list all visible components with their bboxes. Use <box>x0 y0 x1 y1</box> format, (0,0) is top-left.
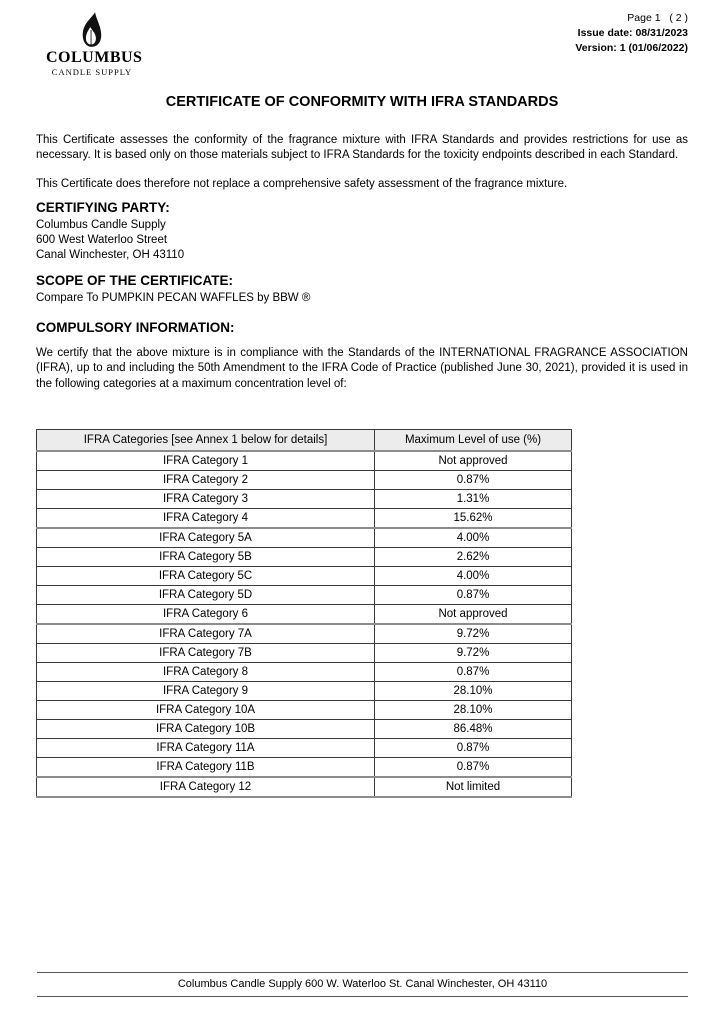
document-meta <box>575 11 688 56</box>
table-row <box>37 585 572 604</box>
category-cell: IFRA Category 11A <box>37 738 375 757</box>
max-level-cell: Not approved <box>375 451 572 471</box>
category-cell: IFRA Category 4 <box>37 508 375 528</box>
max-level-cell: Not limited <box>375 777 572 797</box>
header <box>0 0 724 90</box>
max-level-cell: 2.62% <box>375 547 572 566</box>
max-level-cell: Not approved <box>375 604 572 624</box>
table-row <box>37 508 572 528</box>
max-level-cell: 9.72% <box>375 624 572 644</box>
category-cell: IFRA Category 2 <box>37 470 375 489</box>
logo-subtitle: CANDLE SUPPLY <box>51 67 133 77</box>
footer <box>37 972 688 997</box>
table-row <box>37 470 572 489</box>
certifying-party-city: Canal Winchester, OH 43110 <box>36 248 185 261</box>
category-cell: IFRA Category 5C <box>37 566 375 585</box>
category-cell: IFRA Category 12 <box>37 777 375 797</box>
version-info: Version: 1 (01/06/2022) <box>575 42 688 54</box>
category-cell: IFRA Category 1 <box>37 451 375 471</box>
content <box>36 133 688 798</box>
category-cell: IFRA Category 7A <box>37 624 375 644</box>
max-level-cell: 86.48% <box>375 719 572 738</box>
category-cell: IFRA Category 6 <box>37 604 375 624</box>
max-level-cell: 4.00% <box>375 566 572 585</box>
max-level-cell: 4.00% <box>375 528 572 548</box>
max-level-cell: 0.87% <box>375 738 572 757</box>
table-row <box>37 547 572 566</box>
category-cell: IFRA Category 11B <box>37 757 375 777</box>
max-level-cell: 28.10% <box>375 700 572 719</box>
max-level-cell: 9.72% <box>375 643 572 662</box>
column-header-max-level: Maximum Level of use (%) <box>375 429 572 451</box>
ifra-table <box>36 429 572 798</box>
table-row <box>37 451 572 471</box>
logo <box>46 12 143 77</box>
table-row <box>37 719 572 738</box>
category-cell: IFRA Category 10B <box>37 719 375 738</box>
table-header-row <box>37 429 572 451</box>
category-cell: IFRA Category 10A <box>37 700 375 719</box>
page-number: Page 1 ( 2 ) <box>627 12 688 24</box>
max-level-cell: 28.10% <box>375 681 572 700</box>
table-row <box>37 738 572 757</box>
ifra-table-body <box>37 451 572 797</box>
intro-paragraph-2: This Certificate does therefore not replace a comprehensive safety assessment of the fragrance mixture. <box>36 177 568 190</box>
table-row <box>37 528 572 548</box>
table-row <box>37 662 572 681</box>
document-title: CERTIFICATE OF CONFORMITY WITH IFRA STANDARDS <box>165 94 559 110</box>
category-cell: IFRA Category 9 <box>37 681 375 700</box>
certifying-party-street: 600 West Waterloo Street <box>36 233 168 246</box>
max-level-cell: 0.87% <box>375 470 572 489</box>
table-row <box>37 566 572 585</box>
table-row <box>37 643 572 662</box>
table-row <box>37 489 572 508</box>
category-cell: IFRA Category 5A <box>37 528 375 548</box>
table-row <box>37 757 572 777</box>
max-level-cell: 1.31% <box>375 489 572 508</box>
max-level-cell: 0.87% <box>375 585 572 604</box>
scope-text: Compare To PUMPKIN PECAN WAFFLES by BBW ® <box>36 291 311 304</box>
footer-text: Columbus Candle Supply 600 W. Waterloo St. Canal Winchester, OH 43110 <box>177 978 548 990</box>
category-cell: IFRA Category 7B <box>37 643 375 662</box>
column-header-categories: IFRA Categories [see Annex 1 below for details] <box>37 429 375 451</box>
issue-date: Issue date: 08/31/2023 <box>577 27 688 39</box>
flame-icon <box>79 12 105 48</box>
intro-paragraph-1: This Certificate assesses the conformity of the fragrance mixture with IFRA Standards and provides restrictions for use as necessary. It is based only on those materials subject to IFRA Standards for the toxicity endpoints described in each Standard. <box>36 134 688 162</box>
table-row <box>37 700 572 719</box>
category-cell: IFRA Category 3 <box>37 489 375 508</box>
table-row <box>37 777 572 797</box>
table-row <box>37 624 572 644</box>
max-level-cell: 0.87% <box>375 662 572 681</box>
certifying-party-heading: CERTIFYING PARTY: <box>36 199 170 215</box>
max-level-cell: 0.87% <box>375 757 572 777</box>
compulsory-heading: COMPULSORY INFORMATION: <box>36 319 235 335</box>
compulsory-text: We certify that the above mixture is in compliance with the Standards of the INTERNATIONAL FRAGRANCE ASSOCIATION (IFRA), up to and including the 50th Amendment to the IFRA Code of Practice (published June 30, 2021), provided it is used in the following categories at a maximum concentration level of: <box>36 346 688 390</box>
table-row <box>37 604 572 624</box>
max-level-cell: 15.62% <box>375 508 572 528</box>
logo-name: COLUMBUS <box>46 49 143 66</box>
table-row <box>37 681 572 700</box>
scope-heading: SCOPE OF THE CERTIFICATE: <box>36 272 234 288</box>
certifying-party-name: Columbus Candle Supply <box>36 218 166 231</box>
category-cell: IFRA Category 8 <box>37 662 375 681</box>
category-cell: IFRA Category 5D <box>37 585 375 604</box>
category-cell: IFRA Category 5B <box>37 547 375 566</box>
